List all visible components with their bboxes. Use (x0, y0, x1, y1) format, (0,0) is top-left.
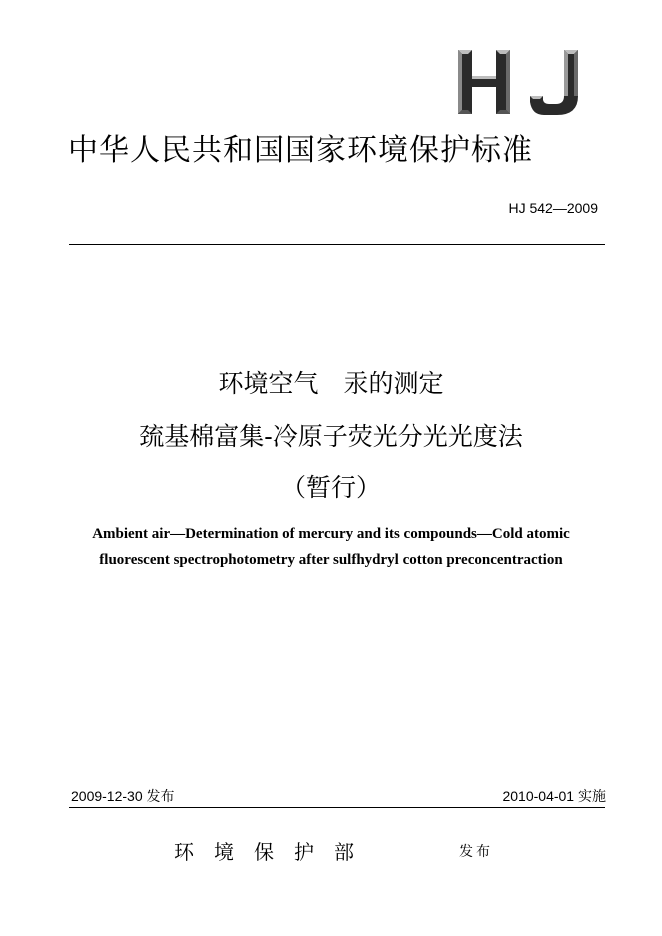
top-divider (69, 244, 605, 245)
logo-letter-j (530, 50, 578, 115)
hj-logo (452, 46, 590, 120)
issuing-authority-title: 中华人民共和国国家环境保护标准 (68, 133, 533, 168)
publish-label: 发布 (459, 844, 493, 860)
hj-logo-graphic (452, 46, 590, 120)
cn-title-line-3: （暂行） (280, 473, 381, 502)
issue-date: 2009-12-30 发布 (71, 788, 175, 804)
cn-title-line-1: 环境空气 汞的测定 (218, 369, 444, 398)
standard-number: HJ 542—2009 (508, 200, 598, 216)
en-title-line-1: Ambient air—Determination of mercury and its compounds—Cold atomic (92, 526, 570, 542)
bottom-divider (69, 807, 605, 808)
logo-letter-h (458, 50, 510, 114)
effective-date: 2010-04-01 实施 (502, 788, 606, 804)
publisher-name: 环境保护部 (174, 840, 374, 864)
en-title-line-2: fluorescent spectrophotometry after sulfhydryl cotton preconcentraction (99, 552, 563, 568)
cn-title-line-2: 巯基棉富集-冷原子荧光分光光度法 (139, 422, 523, 451)
